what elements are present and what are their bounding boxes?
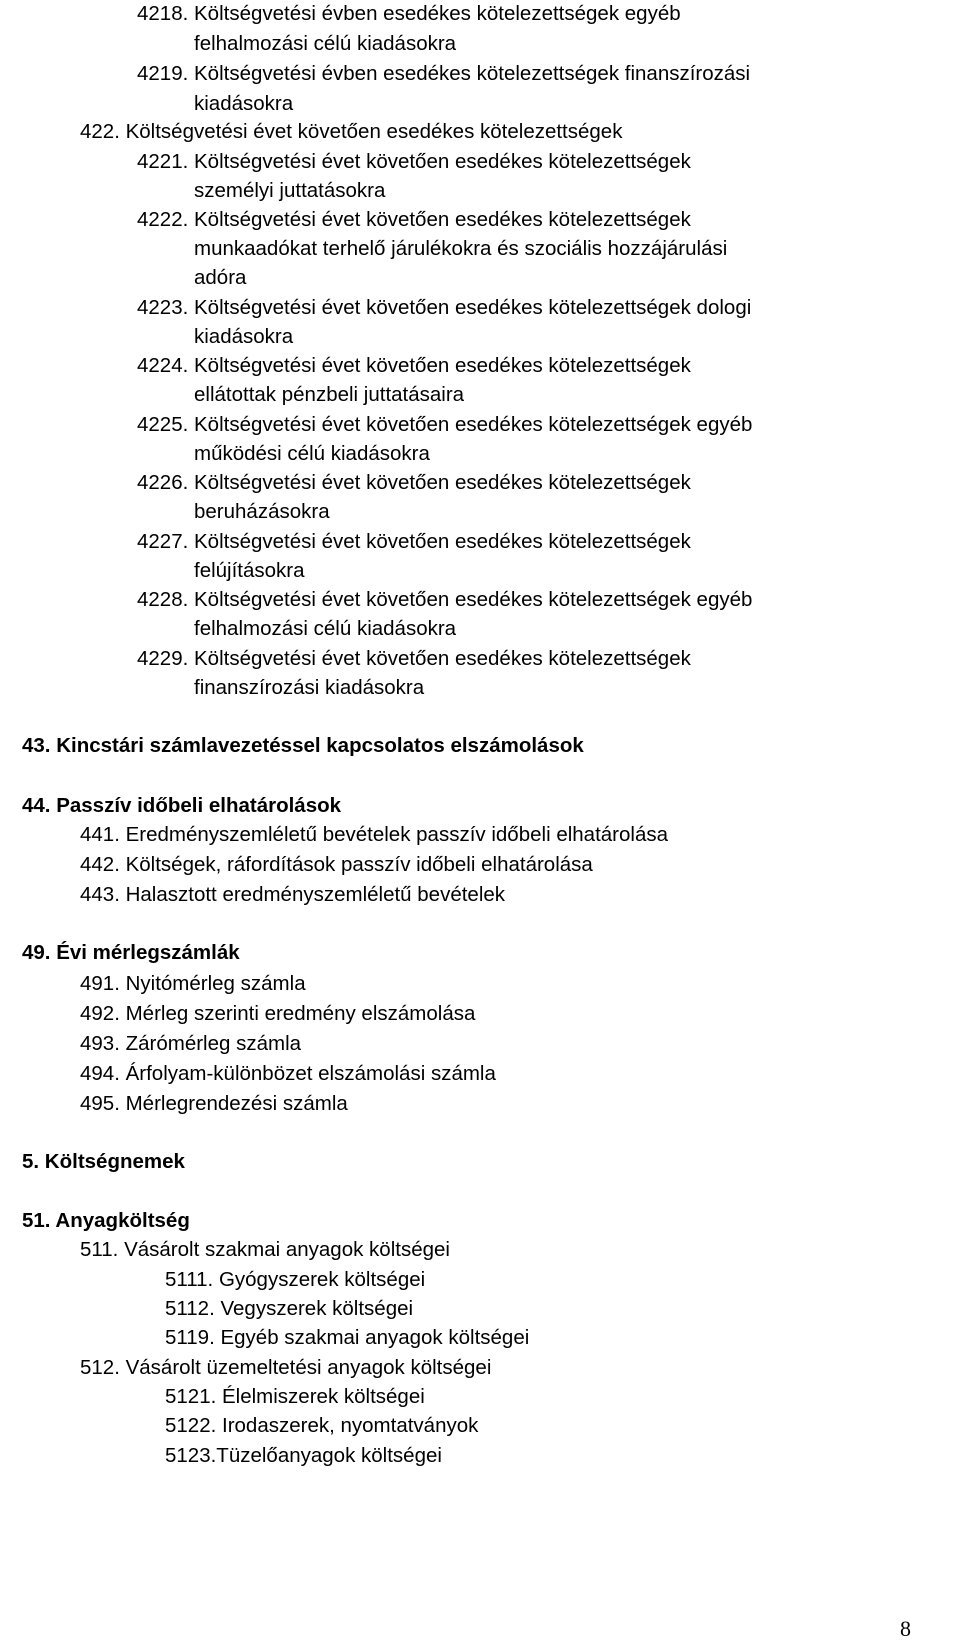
item-4221-line2: személyi juttatásokra [194,179,386,202]
section-49-heading: 49. Évi mérlegszámlák [22,941,240,964]
item-4229-line2: finanszírozási kiadásokra [194,676,425,699]
item-441: 441. Eredményszemléletű bevételek passzív időbeli elhatárolása [80,823,669,846]
section-44-heading: 44. Passzív időbeli elhatárolások [22,794,342,817]
group-422-heading: 422. Költségvetési évet követően esedékes kötelezettségek [80,120,623,143]
item-495: 495. Mérlegrendezési számla [80,1092,348,1115]
item-5121: 5121. Élelmiszerek költségei [165,1385,425,1408]
group-511-label: 511. Vásárolt szakmai anyagok költségei [80,1238,450,1261]
item-442: 442. Költségek, ráfordítások passzív időbeli elhatárolása [80,853,593,876]
item-4224-line1: 4224. Költségvetési évet követően esedékes kötelezettségek [137,354,691,377]
item-4227-line2: felújításokra [194,559,305,582]
item-4226-line1: 4226. Költségvetési évet követően esedékes kötelezettségek [137,471,691,494]
page-number: 8 [900,1616,911,1641]
item-5112: 5112. Vegyszerek költségei [165,1297,414,1320]
item-492: 492. Mérleg szerinti eredmény elszámolása [80,1002,476,1025]
item-4219-line1: 4219. Költségvetési évben esedékes kötelezettségek finanszírozási [137,62,751,85]
group-512-label: 512. Vásárolt üzemeltetési anyagok költségei [80,1356,492,1379]
item-4222-line2: munkaadókat terhelő járulékokra és szociális hozzájárulási [194,237,728,260]
item-4224-line2: ellátottak pénzbeli juttatásaira [194,383,465,406]
item-5119: 5119. Egyéb szakmai anyagok költségei [165,1326,530,1349]
item-4222-line1: 4222. Költségvetési évet követően esedékes kötelezettségek [137,208,691,231]
item-4222-line3: adóra [194,266,247,289]
item-5123: 5123.Tüzelőanyagok költségei [165,1444,442,1467]
item-493: 493. Zárómérleg számla [80,1032,302,1055]
section-5-heading: 5. Költségnemek [22,1150,185,1173]
item-4229-line1: 4229. Költségvetési évet követően esedékes kötelezettségek [137,647,691,670]
item-443: 443. Halasztott eredményszemléletű bevételek [80,883,506,906]
item-4228-line1: 4228. Költségvetési évet követően esedékes kötelezettségek egyéb [137,588,753,611]
item-494: 494. Árfolyam-különbözet elszámolási számla [80,1062,496,1085]
item-4225-line2: működési célú kiadásokra [194,442,430,465]
item-4221-line1: 4221. Költségvetési évet követően esedékes kötelezettségek [137,150,691,173]
item-4223-line1: 4223. Költségvetési évet követően esedékes kötelezettségek dologi [137,296,752,319]
item-5122: 5122. Irodaszerek, nyomtatványok [165,1414,479,1437]
item-4227-line1: 4227. Költségvetési évet követően esedékes kötelezettségek [137,530,691,553]
item-4219-line2: kiadásokra [194,92,294,115]
item-4218-line2: felhalmozási célú kiadásokra [194,32,457,55]
section-43-heading: 43. Kincstári számlavezetéssel kapcsolatos elszámolások [22,734,584,757]
item-491: 491. Nyitómérleg számla [80,972,306,995]
item-4225-line1: 4225. Költségvetési évet követően esedékes kötelezettségek egyéb [137,413,753,436]
item-4218-line1: 4218. Költségvetési évben esedékes kötelezettségek egyéb [137,2,681,25]
section-51-heading: 51. Anyagköltség [22,1209,190,1232]
item-4226-line2: beruházásokra [194,500,330,523]
item-4228-line2: felhalmozási célú kiadásokra [194,617,457,640]
item-4223-line2: kiadásokra [194,325,294,348]
item-5111: 5111. Gyógyszerek költségei [165,1268,426,1291]
